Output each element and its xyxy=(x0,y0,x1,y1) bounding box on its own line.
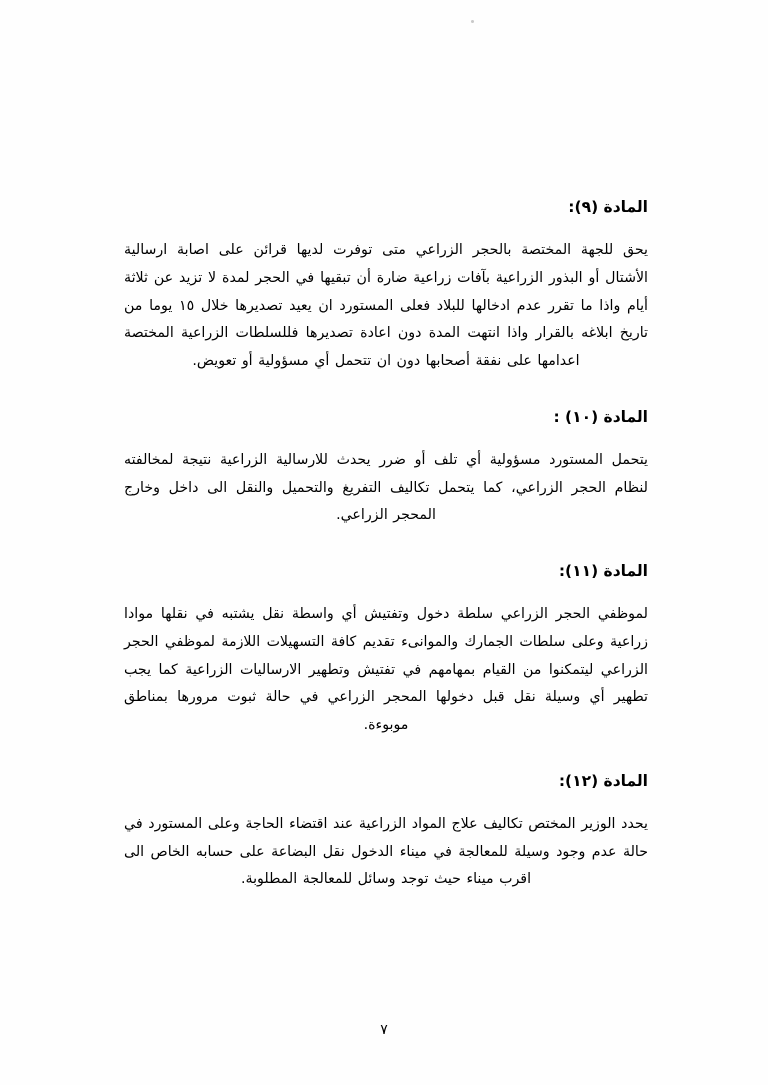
article-text: يحق للجهة المختصة بالحجر الزراعي متى توفرت لديها قرائن على اصابة ارسالية الأشتال أو البذور الزراعية بآفات زراعية ضارة أن تبقيها في الحجر لمدة لا تزيد عن ثلاثة أيام واذا ما تقرر عدم ادخالها للبلاد فعلى المستورد ان يعيد تصديرها خلال ١٥ يوما من تاريخ ابلاغه بالقرار واذا انتهت المدة دون اعادة تصديرها فللسلطات الزراعية المختصة اعدامها على نفقة أصحابها دون ان تتحمل أي مسؤولية أو تعويض. xyxy=(124,242,649,369)
article-block xyxy=(124,770,648,894)
article-heading: المادة (٩): xyxy=(568,198,648,216)
document-body xyxy=(124,196,648,924)
page-number: ٧ xyxy=(380,1022,388,1038)
article-block xyxy=(124,406,648,530)
article-block xyxy=(124,196,648,376)
article-block xyxy=(124,560,648,740)
article-heading: المادة (١٢): xyxy=(558,771,648,790)
scan-artifact-speck xyxy=(471,20,474,23)
article-heading: المادة (١١): xyxy=(558,562,648,580)
article-text: يحدد الوزير المختص تكاليف علاج المواد الزراعية عند اقتضاء الحاجة وعلى المستورد في حالة عدم وجود وسيلة للمعالجة في ميناء الدخول نقل البضاعة على حسابه الخاص الى اقرب ميناء حيث توجد وسائل للمعالجة المطلوبة. xyxy=(124,815,648,888)
article-text: لموظفي الحجر الزراعي سلطة دخول وتفتيش أي واسطة نقل يشتبه في نقلها موادا زراعية وعلى سلطات الجمارك والموانىء تقديم كافة التسهيلات اللازمة لموظفي الحجر الزراعي ليتمكنوا من القيام بمهامهم في تفتيش وتطهير الارساليات الزراعية كما يجب تطهير أي وسيلة نقل قبل دخولها المحجر الزراعي في حالة ثبوت مرورها بمناطق موبوءة. xyxy=(124,606,648,733)
article-heading: المادة (١٠) : xyxy=(553,407,648,426)
article-text: يتحمل المستورد مسؤولية أي تلف أو ضرر يحدث للارسالية الزراعية نتيجة لمخالفته لنظام الحجر الزراعي، كما يتحمل تكاليف التفريغ والتحميل والنقل الى داخل وخارج المحجر الزراعي. xyxy=(124,451,648,524)
